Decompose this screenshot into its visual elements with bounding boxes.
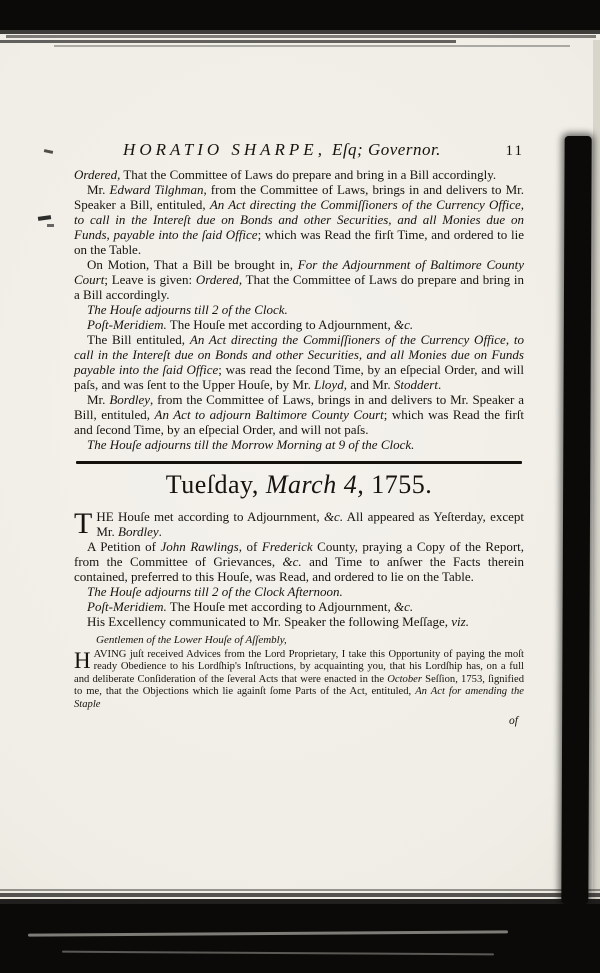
paragraph-adjourn-afternoon: The Houſe adjourns till 2 of the Clock Afternoon. bbox=[87, 584, 343, 599]
page-title bbox=[74, 140, 490, 160]
paragraph-tilghman-bill: Mr. Edward Tilghman, from the Committee of Laws, brings in and delivers to Mr. Speaker a Bill, entituled, An Act directing the Commiſſioners of the Currency Office, to call in the Intereſt due on Bonds and other Securities, and all Monies due on Funds, payable into the ſaid Office; which was Read the firſt Time, and ordered to lie on the Table. bbox=[74, 182, 524, 257]
drop-cap: H bbox=[74, 648, 91, 673]
paragraph-adjourn-morrow: The Houſe adjourns till the Morrow Morning at 9 of the Clock. bbox=[87, 437, 415, 452]
scan-fray-bottom bbox=[0, 889, 600, 891]
scan-fray-bottom bbox=[0, 893, 600, 897]
paragraph-motion-adjournment: On Motion, That a Bill be brought in, For the Adjournment of Baltimore County Court; Leave is given: Ordered, That the Committee of Laws do prepare and bring in a Bill accordingly. bbox=[74, 257, 524, 302]
section-rule bbox=[76, 461, 522, 464]
scan-border-top bbox=[0, 0, 600, 30]
paragraph-currency-bill-second-reading: The Bill entituled, An Act directing the Commiſſioners of the Currency Office, to call in the Intereſt due on Bonds and other Securities, and all Monies due on Funds payable into the ſaid Office; was read the ſecond Time, by an eſpecial Order, and will paſs, and was ſent to the Upper Houſe, by Mr. Lloyd, and Mr. Stoddert. bbox=[74, 332, 524, 392]
catchword: of bbox=[509, 715, 518, 728]
paragraph-excellency-message: His Excellency communicated to Mr. Speaker the following Meſſage, viz. bbox=[87, 614, 469, 629]
paragraph-rawlings-petition: A Petition of John Rawlings, of Frederick County, praying a Copy of the Report, from the Committee of Grievances, &c. and Time to anſwer the Facts therein contained, preferred to this Houſe, was Read, and ordered to lie on the Table. bbox=[74, 539, 525, 584]
scan-speck bbox=[47, 224, 54, 227]
drop-cap: T bbox=[74, 507, 93, 540]
paragraph-house-met: THE Houſe met according to Adjournment, &c. All appeared as Yeſterday, except Mr. Bordley. bbox=[74, 507, 524, 540]
paragraph-ordered: Ordered, That the Committee of Laws do prepare and bring in a Bill accordingly. bbox=[74, 167, 497, 182]
page-number: 11 bbox=[505, 143, 524, 159]
document-body bbox=[74, 167, 524, 729]
scan-border-bottom bbox=[0, 904, 600, 973]
paragraph-adjourn-two: The Houſe adjourns till 2 of the Clock. bbox=[87, 302, 288, 317]
paragraph-post-meridiem-1: Poſt-Meridiem. The Houſe met according to Adjournment, &c. bbox=[87, 317, 414, 332]
governor-honorific: Eſq; Governor. bbox=[331, 140, 441, 159]
message-salutation: Gentlemen of the Lower Houſe of Aſſembly, bbox=[96, 634, 287, 646]
governor-name: HORATIO SHARPE, bbox=[123, 140, 326, 159]
document-page bbox=[74, 140, 524, 729]
scan-page-edge-right bbox=[593, 40, 600, 940]
session-date-heading: Tueſday, March 4, 1755. bbox=[165, 470, 433, 499]
scan-fray-top bbox=[0, 30, 600, 34]
governor-message: HAVING juſt received Advices from the Lord Proprietary, I take this Opportunity of paying the moſt ready Obedience to his Lordſhip's Inſtructions, by acquainting you, that his Lordſhip has, on a full and deliberate Conſideration of the ſeveral Acts that were enacted in the October Seſſion, 1753, ſignified to me, that the Objections which lie againſt ſome Parts of the Act, entituled, An Act for amending the Staple bbox=[74, 648, 524, 710]
running-header bbox=[74, 140, 524, 160]
scan-fray-top bbox=[0, 40, 456, 43]
scan-fray-top bbox=[54, 45, 570, 47]
scan-border-right bbox=[561, 136, 591, 904]
paragraph-post-meridiem-2: Poſt-Meridiem. The Houſe met according to Adjournment, &c. bbox=[87, 599, 414, 614]
paragraph-bordley-bill: Mr. Bordley, from the Committee of Laws, brings in and delivers to Mr. Speaker a Bill, entituled, An Act to adjourn Baltimore County Court; which was Read the firſt and ſecond Time, by an eſpecial Order, and will not paſs. bbox=[74, 392, 525, 437]
scan-fray-top bbox=[6, 35, 596, 38]
